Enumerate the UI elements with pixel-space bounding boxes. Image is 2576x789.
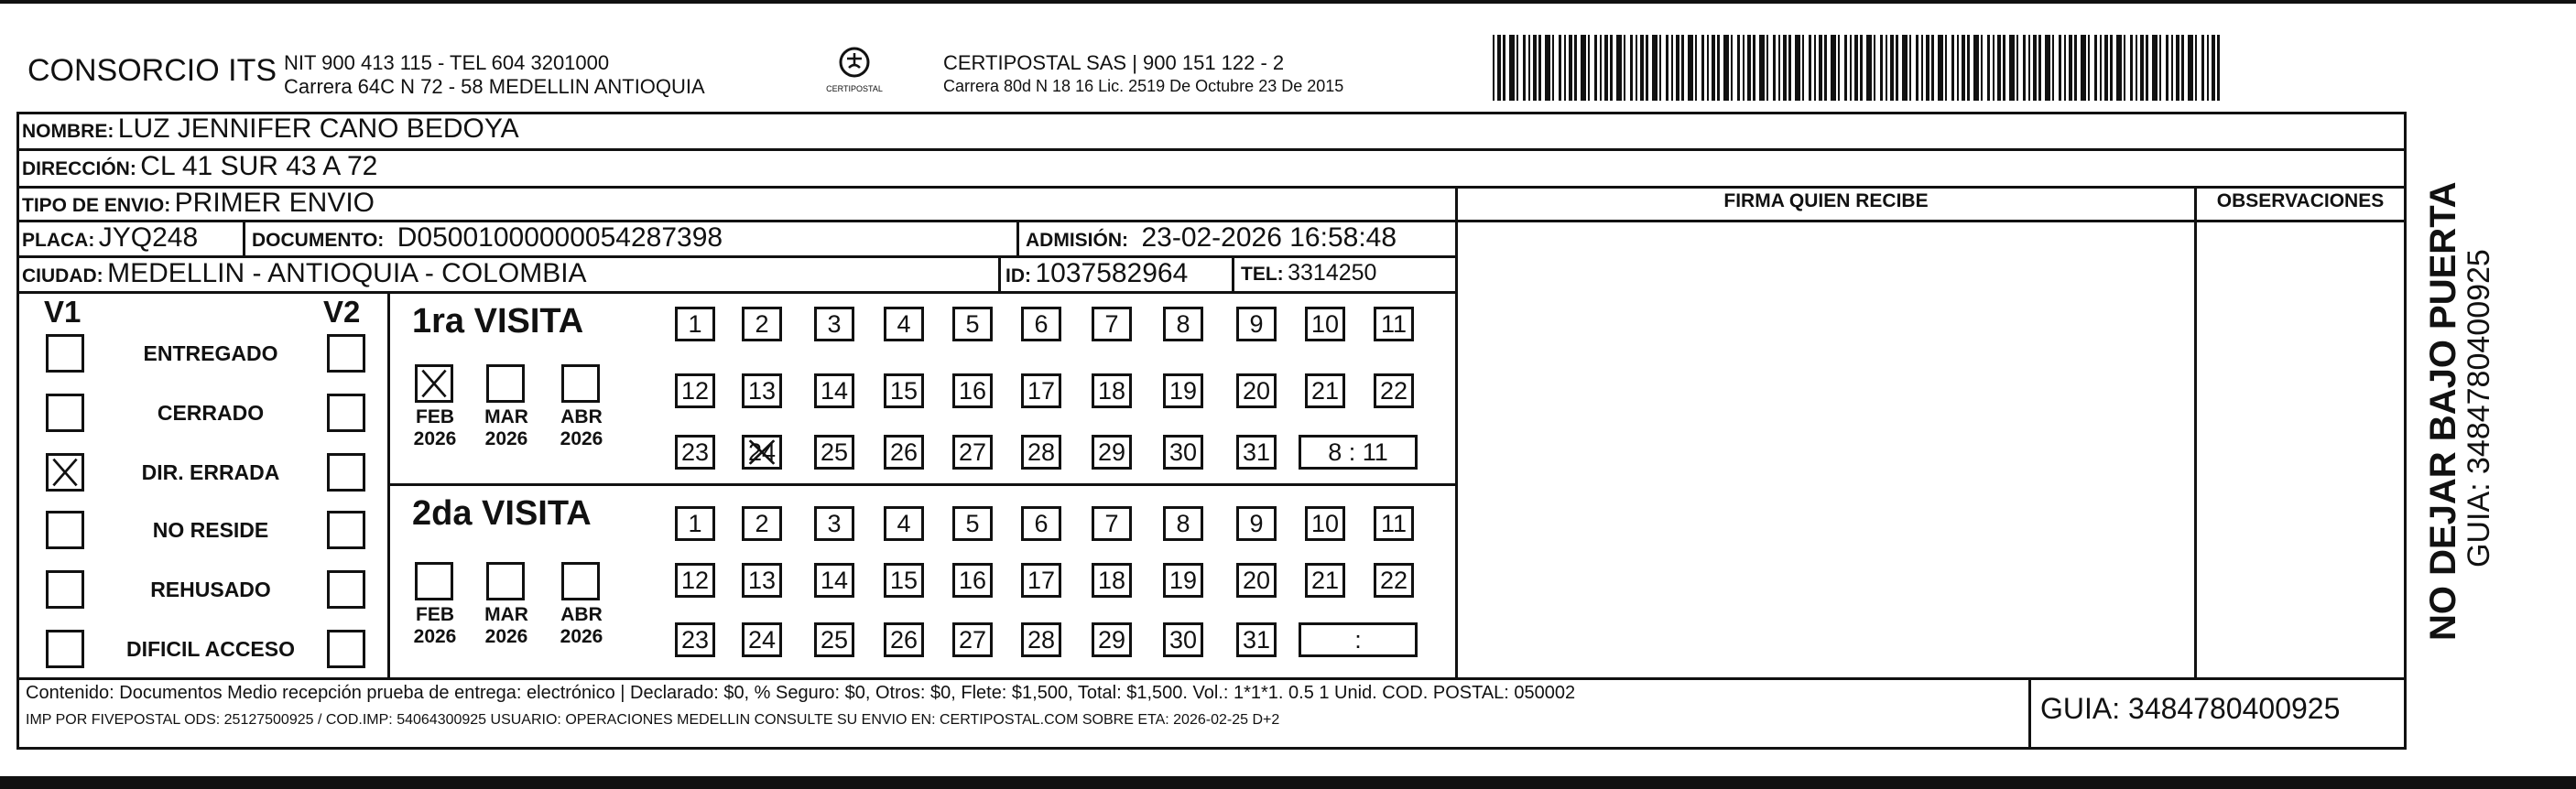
status-label: DIFICIL ACCESO (125, 637, 295, 661)
day-number: 15 (889, 567, 918, 594)
day-number: 20 (1242, 567, 1271, 594)
second-visit-day-box[interactable] (1236, 506, 1277, 541)
company-name: CONSORCIO ITS (27, 53, 277, 88)
v1-header: V1 (44, 295, 82, 329)
direccion-row (22, 151, 377, 182)
day-number: 6 (1034, 310, 1049, 338)
admision-value: 23-02-2026 16:58:48 (1141, 222, 1397, 253)
day-number: 19 (1168, 377, 1198, 405)
handwritten-x-mark (49, 456, 82, 489)
day-number: 28 (1027, 626, 1056, 654)
day-number: 11 (1380, 310, 1408, 338)
first-visit-day-box[interactable] (742, 435, 782, 470)
placa-value: JYQ248 (98, 222, 199, 253)
day-number: 17 (1027, 377, 1056, 405)
second-visit-day-box[interactable] (1236, 563, 1277, 598)
carrier-name: CERTIPOSTAL SAS | 900 151 122 - 2 (943, 51, 1285, 74)
signature-area[interactable] (1458, 222, 2194, 677)
v1-checkbox[interactable] (46, 511, 84, 549)
first-visit-day-box[interactable] (814, 373, 854, 408)
v2-header: V2 (323, 295, 361, 329)
documento-label: DOCUMENTO: (252, 230, 385, 251)
month-year: 2026 (413, 626, 457, 647)
day-number: 27 (958, 438, 987, 466)
month-name: MAR (484, 604, 528, 625)
first-visit-title: 1ra VISITA (412, 302, 584, 340)
direccion-value: CL 41 SUR 43 A 72 (140, 151, 378, 181)
first-visit-day-box[interactable] (675, 373, 715, 408)
second-visit-day-box[interactable] (1374, 506, 1414, 541)
id-cell (1005, 258, 1188, 289)
second-visit-month-checkbox[interactable] (561, 562, 600, 600)
second-visit-day-box[interactable] (952, 506, 993, 541)
second-visit-day-box[interactable] (1163, 506, 1203, 541)
carrier-address: Carrera 80d N 18 16 Lic. 2519 De Octubre 23 De 2015 (943, 77, 1344, 95)
day-number: 3 (827, 310, 842, 338)
first-visit-day-box[interactable] (1305, 373, 1345, 408)
day-number: 24 (747, 626, 777, 654)
v2-checkbox[interactable] (327, 334, 365, 373)
first-visit-day-box[interactable] (952, 435, 993, 470)
day-number: 31 (1242, 438, 1271, 466)
second-visit-day-box[interactable] (742, 506, 782, 541)
day-number: 21 (1310, 377, 1340, 405)
first-visit-day-box[interactable] (1236, 373, 1277, 408)
side-guia: GUIA: 3484780400925 (2462, 249, 2496, 567)
first-visit-day-box[interactable] (1092, 373, 1132, 408)
handwritten-x-mark (418, 367, 451, 400)
second-visit-day-box[interactable] (742, 563, 782, 598)
id-value: 1037582964 (1035, 258, 1189, 288)
v1-checkbox[interactable] (46, 453, 84, 492)
day-number: 16 (958, 567, 987, 594)
side-warning: NO DEJAR BAJO PUERTA (2423, 181, 2463, 641)
second-visit-day-box[interactable] (952, 563, 993, 598)
first-visit-day-box[interactable] (884, 373, 924, 408)
footer-content: Contenido: Documentos Medio recepción prueba de entrega: electrónico | Declarado: $0, % Seguro: $0, Otros: $0, Flete: $1,500, Total: $1,500. Vol.: 1*1*1. 0.5 1 Unid. COD. POSTAL: 050002 (26, 683, 1576, 703)
documento-value: D05001000000054287398 (397, 222, 723, 253)
second-visit-day-box[interactable] (1021, 622, 1061, 657)
day-number: 27 (958, 626, 987, 654)
first-visit-day-box[interactable] (1305, 307, 1345, 341)
second-visit-day-box[interactable] (814, 622, 854, 657)
day-number: 4 (897, 510, 911, 537)
second-visit-day-box[interactable] (1092, 622, 1132, 657)
company-nit: NIT 900 413 115 - TEL 604 3201000 (284, 51, 610, 74)
day-number: 3 (827, 510, 842, 537)
first-visit-day-box[interactable] (952, 307, 993, 341)
day-number: 23 (680, 626, 710, 654)
ciudad-row (22, 258, 587, 289)
day-number: 7 (1104, 310, 1119, 338)
day-number: 11 (1380, 510, 1408, 537)
nombre-row (22, 113, 519, 145)
placa-label: PLACA: (22, 230, 95, 251)
first-visit-day-box[interactable] (952, 373, 993, 408)
firma-header: FIRMA QUIEN RECIBE (1723, 190, 1929, 211)
second-visit-day-box[interactable] (742, 622, 782, 657)
ciudad-label: CIUDAD: (22, 265, 103, 286)
v1-checkbox[interactable] (46, 630, 84, 668)
day-number: 9 (1249, 310, 1264, 338)
status-label: CERRADO (157, 401, 265, 425)
handwritten-x-mark (745, 438, 779, 467)
day-number: 30 (1168, 438, 1198, 466)
day-number: 19 (1168, 567, 1198, 594)
first-visit-month-label (479, 406, 534, 450)
first-visit-day-box[interactable] (1163, 307, 1203, 341)
v2-checkbox[interactable] (327, 453, 365, 492)
status-label: REHUSADO (150, 578, 271, 601)
day-number: 31 (1242, 626, 1271, 654)
second-visit-month-label (554, 604, 609, 648)
status-label: NO RESIDE (152, 518, 269, 542)
nombre-label: NOMBRE: (22, 121, 114, 142)
v2-checkbox[interactable] (327, 511, 365, 549)
day-number: 14 (820, 377, 849, 405)
first-visit-day-box[interactable] (1163, 373, 1203, 408)
day-number: 5 (965, 510, 980, 537)
day-number: 12 (680, 377, 710, 405)
tipo-row (22, 188, 375, 219)
first-visit-day-box[interactable] (742, 307, 782, 341)
day-number: 30 (1168, 626, 1198, 654)
month-name: ABR (560, 604, 603, 625)
day-number: 2 (755, 310, 769, 338)
footer-guia: GUIA: 3484780400925 (2040, 692, 2341, 725)
second-visit-day-box[interactable] (1092, 506, 1132, 541)
day-number: 16 (958, 377, 987, 405)
second-visit-month-label (479, 604, 534, 648)
v2-checkbox[interactable] (327, 394, 365, 432)
day-number: 10 (1310, 310, 1340, 338)
top-edge (0, 0, 2576, 4)
second-visit-month-checkbox[interactable] (486, 562, 525, 600)
second-visit-day-box[interactable] (1374, 563, 1414, 598)
documento-cell (252, 222, 723, 254)
tipo-value: PRIMER ENVIO (174, 188, 375, 218)
day-number: 26 (889, 438, 918, 466)
day-number: 18 (1097, 567, 1126, 594)
day-number: 25 (820, 438, 849, 466)
day-number: 4 (897, 310, 911, 338)
id-label: ID: (1005, 265, 1031, 286)
first-visit-day-box[interactable] (1374, 307, 1414, 341)
tel-value: 3314250 (1288, 260, 1377, 286)
day-number: 5 (965, 310, 980, 338)
v2-checkbox[interactable] (327, 570, 365, 609)
day-number: 25 (820, 626, 849, 654)
first-visit-day-box[interactable] (1236, 307, 1277, 341)
observaciones-header: OBSERVACIONES (2216, 190, 2385, 211)
second-visit-day-box[interactable] (675, 622, 715, 657)
day-number: 23 (680, 438, 710, 466)
first-visit-day-box[interactable] (1163, 435, 1203, 470)
day-number: 7 (1104, 510, 1119, 537)
bottom-edge (0, 776, 2576, 789)
month-year: 2026 (560, 428, 603, 449)
v1-checkbox[interactable] (46, 334, 84, 373)
second-visit-day-box[interactable] (1092, 563, 1132, 598)
first-visit-day-box[interactable] (742, 373, 782, 408)
month-name: FEB (416, 406, 454, 427)
certipostal-logo (817, 44, 892, 101)
second-visit-time-box[interactable]: : (1299, 622, 1418, 657)
day-number: 9 (1249, 510, 1264, 537)
month-year: 2026 (484, 428, 528, 449)
day-number: 22 (1379, 567, 1408, 594)
day-number: 26 (889, 626, 918, 654)
second-visit-day-box[interactable] (884, 563, 924, 598)
second-visit-day-box[interactable] (884, 506, 924, 541)
first-visit-month-checkbox[interactable] (486, 364, 525, 403)
second-visit-month-label (408, 604, 462, 648)
day-number: 8 (1176, 310, 1190, 338)
second-visit-day-box[interactable] (884, 622, 924, 657)
day-number: 29 (1097, 438, 1126, 466)
month-year: 2026 (484, 626, 528, 647)
second-visit-day-box[interactable] (675, 506, 715, 541)
status-label: ENTREGADO (143, 341, 278, 365)
second-visit-day-box[interactable] (675, 563, 715, 598)
month-name: FEB (416, 604, 454, 625)
barcode (1493, 35, 2225, 101)
day-number: 20 (1242, 377, 1271, 405)
second-visit-day-box[interactable] (1236, 622, 1277, 657)
tipo-label: TIPO DE ENVIO: (22, 195, 171, 216)
first-visit-day-box[interactable] (675, 307, 715, 341)
second-visit-title: 2da VISITA (412, 494, 592, 533)
first-visit-day-box[interactable] (884, 307, 924, 341)
first-visit-day-box[interactable] (1236, 435, 1277, 470)
status-label: DIR. ERRADA (141, 460, 280, 484)
day-number: 8 (1176, 510, 1190, 537)
second-visit-day-box[interactable] (1021, 563, 1061, 598)
second-visit-day-box[interactable] (1163, 563, 1203, 598)
day-number: 13 (747, 567, 777, 594)
first-visit-month-label (554, 406, 609, 450)
tel-cell (1241, 260, 1376, 286)
first-visit-day-box[interactable] (1374, 373, 1414, 408)
day-number: 12 (680, 567, 710, 594)
day-number: 17 (1027, 567, 1056, 594)
tel-label: TEL: (1241, 264, 1284, 285)
month-name: ABR (560, 406, 603, 427)
first-visit-day-box[interactable] (1021, 435, 1061, 470)
day-number: 14 (820, 567, 849, 594)
direccion-label: DIRECCIÓN: (22, 158, 136, 179)
first-visit-day-box[interactable] (1092, 435, 1132, 470)
day-number: 6 (1034, 510, 1049, 537)
month-year: 2026 (413, 428, 457, 449)
second-visit-day-box[interactable] (1305, 563, 1345, 598)
observations-area[interactable] (2197, 222, 2404, 677)
second-visit-month-checkbox[interactable] (415, 562, 453, 600)
first-visit-day-box[interactable] (814, 435, 854, 470)
day-number: 24 (747, 438, 777, 466)
second-visit-day-box[interactable] (1163, 622, 1203, 657)
v2-checkbox[interactable] (327, 630, 365, 668)
company-address: Carrera 64C N 72 - 58 MEDELLIN ANTIOQUIA (284, 75, 705, 98)
second-visit-day-box[interactable] (814, 563, 854, 598)
first-visit-day-box[interactable] (1021, 307, 1061, 341)
month-name: MAR (484, 406, 528, 427)
ciudad-value: MEDELLIN - ANTIOQUIA - COLOMBIA (107, 258, 587, 288)
second-visit-day-box[interactable] (814, 506, 854, 541)
day-number: 13 (747, 377, 777, 405)
day-number: 28 (1027, 438, 1056, 466)
day-number: 21 (1310, 567, 1340, 594)
first-visit-day-box[interactable] (675, 435, 715, 470)
admision-label: ADMISIÓN: (1026, 230, 1128, 251)
second-visit-day-box[interactable] (952, 622, 993, 657)
placa-cell (22, 222, 198, 254)
month-year: 2026 (560, 626, 603, 647)
first-visit-day-box[interactable] (884, 435, 924, 470)
first-visit-month-checkbox[interactable] (561, 364, 600, 403)
v1-checkbox[interactable] (46, 570, 84, 609)
day-number: 18 (1097, 377, 1126, 405)
day-number: 22 (1379, 377, 1408, 405)
day-number: 1 (688, 310, 702, 338)
first-visit-month-checkbox[interactable] (415, 364, 453, 403)
first-visit-day-box[interactable] (814, 307, 854, 341)
first-visit-time-box[interactable]: 8 : 11 (1299, 435, 1418, 470)
first-visit-day-box[interactable] (1021, 373, 1061, 408)
second-visit-day-box[interactable] (1021, 506, 1061, 541)
logo-text: CERTIPOSTAL (826, 84, 883, 93)
day-number: 29 (1097, 626, 1126, 654)
day-number: 1 (688, 510, 702, 537)
footer-print-info: IMP POR FIVEPOSTAL ODS: 25127500925 / COD.IMP: 54064300925 USUARIO: OPERACIONES MEDELLIN CONSULTE SU ENVIO EN: CERTIPOSTAL.COM SOBRE ETA: 2026-02-25 D+2 (26, 712, 1280, 728)
day-number: 10 (1310, 510, 1340, 537)
day-number: 2 (755, 510, 769, 537)
first-visit-month-label (408, 406, 462, 450)
first-visit-day-box[interactable] (1092, 307, 1132, 341)
day-number: 15 (889, 377, 918, 405)
second-visit-day-box[interactable] (1305, 506, 1345, 541)
admision-cell (1026, 222, 1397, 254)
v1-checkbox[interactable] (46, 394, 84, 432)
nombre-value: LUZ JENNIFER CANO BEDOYA (117, 113, 519, 144)
